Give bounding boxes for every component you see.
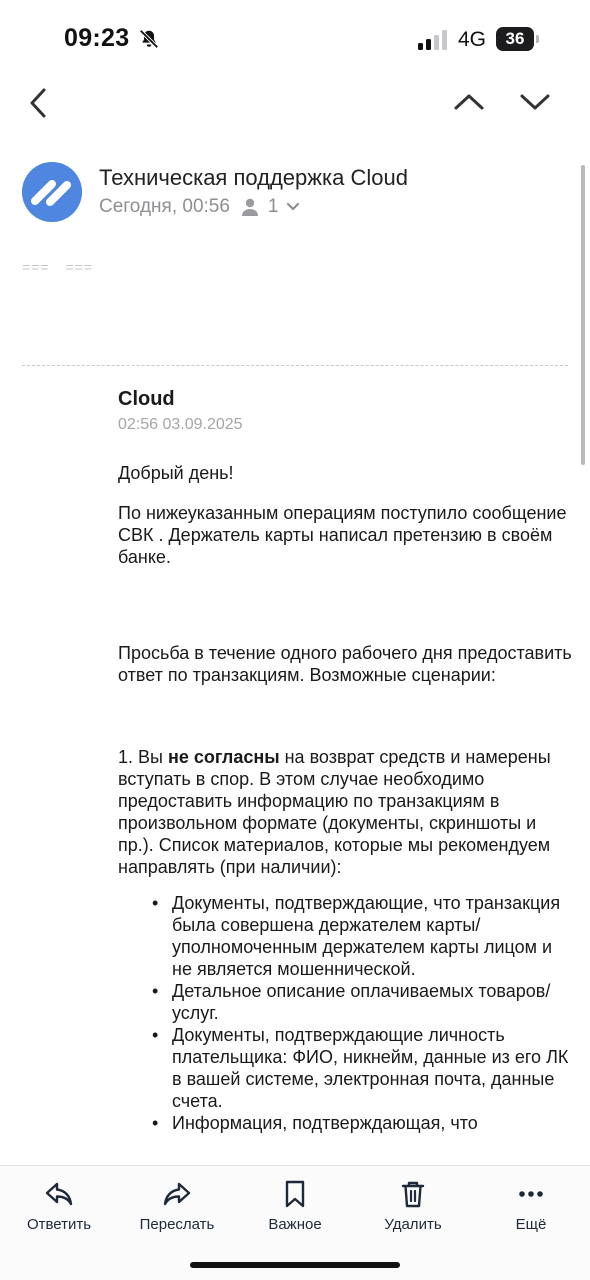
home-indicator[interactable] — [190, 1262, 400, 1268]
spacer — [118, 568, 573, 628]
bookmark-icon — [279, 1178, 311, 1210]
quote-markers — [22, 259, 93, 275]
reply-icon — [43, 1178, 75, 1210]
scrollbar[interactable] — [581, 165, 585, 465]
forward-label: Переслать — [139, 1216, 215, 1233]
more-label: Ещё — [515, 1216, 547, 1233]
paragraph: По нижеуказанным операциям поступило сообщение СВК . Держатель карты написал претензию в своём банке. — [118, 503, 567, 567]
message-timestamp: 02:56 03.09.2025 — [118, 416, 243, 433]
signal-icon — [418, 30, 450, 50]
more-button[interactable] — [481, 1178, 581, 1233]
quote-divider — [22, 365, 568, 366]
message-meta[interactable] — [99, 196, 301, 218]
list-item: • Документы, подтверждающие личность плательщика: ФИО, никнейм, данные из его ЛК в вашей системе, электронная почта, данные счета. — [152, 1024, 573, 1112]
battery-level: 36 — [496, 27, 534, 51]
bell-off-icon — [138, 28, 160, 50]
message-from: Cloud — [118, 388, 175, 410]
status-time: 09:23 — [64, 24, 130, 52]
scenario-prefix: 1. Вы — [118, 747, 168, 767]
sender-name[interactable]: Техническая поддержка Cloud — [99, 165, 408, 190]
message-body — [118, 388, 573, 1134]
quote-marker: === — [65, 259, 94, 275]
chevron-down-icon[interactable] — [518, 90, 552, 114]
requirements-list — [152, 892, 573, 1134]
person-icon — [240, 197, 260, 217]
spacer — [118, 686, 573, 732]
battery-icon — [496, 27, 540, 51]
list-item: • Информация, подтверждающая, что — [152, 1112, 573, 1134]
forward-button[interactable] — [127, 1178, 227, 1233]
important-button[interactable] — [245, 1178, 345, 1233]
list-item: • Документы, подтверждающие, что транзакция была совершена держателем карты/уполномоченным держателем карты лицом и не является мошеннической. — [152, 892, 573, 980]
forward-icon — [161, 1178, 193, 1210]
delete-label: Удалить — [384, 1216, 442, 1233]
network-label: 4G — [458, 28, 487, 51]
important-label: Важное — [268, 1216, 322, 1233]
scenario-bold: не согласны — [167, 747, 280, 767]
chevron-up-icon[interactable] — [452, 90, 486, 114]
reply-label: Ответить — [26, 1216, 92, 1233]
chevron-left-icon[interactable] — [24, 86, 54, 120]
scenario-paragraph — [118, 746, 573, 878]
chevron-down-icon — [285, 201, 301, 213]
reply-button[interactable] — [9, 1178, 109, 1233]
recipients-count: 1 — [267, 196, 279, 217]
list-item: • Детальное описание оплачиваемых товаров/услуг. — [152, 980, 573, 1024]
paragraph: Просьба в течение одного рабочего дня предоставить ответ по транзакциям. Возможные сценарии: — [118, 643, 572, 685]
delete-button[interactable] — [363, 1178, 463, 1233]
sender-avatar[interactable] — [22, 162, 82, 222]
trash-icon — [397, 1178, 429, 1210]
scenario-text: на возврат средств и намерены вступать в спор. В этом случае необходимо предоставить информацию по транзакциям в произвольном формате (документы, скриншоты и пр.). Список материалов, которые мы рекомендуем направлять (при наличии): — [118, 747, 551, 877]
more-icon — [515, 1178, 547, 1210]
greeting: Добрый день! — [118, 463, 234, 483]
message-date: Сегодня, 00:56 — [99, 196, 230, 217]
quote-marker: === — [22, 259, 50, 275]
battery-tip — [536, 35, 539, 43]
